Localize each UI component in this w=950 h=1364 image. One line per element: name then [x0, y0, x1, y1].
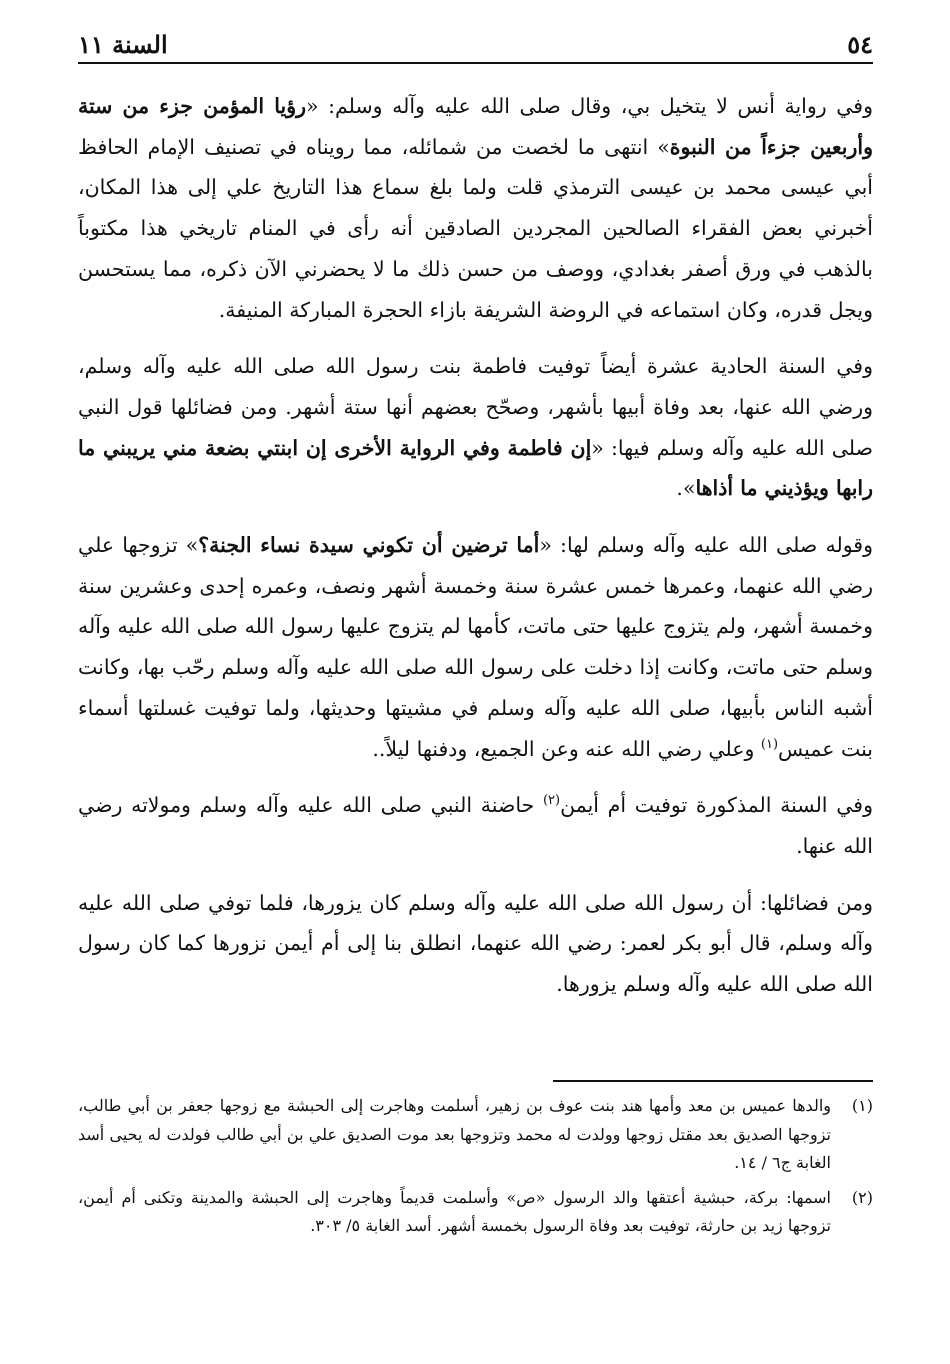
page-number: ٥٤	[847, 29, 873, 59]
footnote-rule	[553, 1080, 873, 1082]
footnote-number: (١)	[851, 1096, 873, 1115]
section-title: السنة ١١	[78, 29, 168, 59]
text-run: ومن فضائلها: أن رسول الله صلى الله عليه وآله وسلم كان يزورها، فلما توفي صلى الله عليه وآله وسلم، قال أبو بكر لعمر: رضي الله عنهما، انطلق بنا إلى أم أيمن نزورها كما كان رسول الله صلى الله عليه وآله وسلم يزورها.	[78, 890, 873, 997]
hadith-quote: إن فاطمة وفي الرواية الأخرى إن ابنتي بضعة مني يريبني ما رابها ويؤذيني ما أذاها	[78, 435, 873, 501]
footnote-ref[interactable]: (١)	[760, 736, 779, 752]
text-run: » انتهى ما لخصت من شمائله، مما رويناه في تصنيف الإمام الحافظ أبي عيسى محمد بن عيسى الترمذي قلت ولما بلغ سماع هذا التاريخ علي إلى هذا المكان، أخبرني بعض الفقراء الصالحين المجردين الصادقين أنه رأى في المنام تاريخي هذا مكتوباً بالذهب في ورق أصفر بغدادي، ووصف من حسن ذلك ما لا يحضرني الآن ذكره، مما يستحسن ويجل قدره، وكان استماعه في الروضة الشريفة بازاء الحجرة المباركة المنيفة.	[78, 134, 873, 322]
footnote-ref[interactable]: (٢)	[542, 793, 561, 809]
text-run: وقوله صلى الله عليه وآله وسلم لها: «	[539, 533, 873, 558]
footnote	[78, 1184, 873, 1241]
text-run: » تزوجها علي رضي الله عنهما، وعمرها خمس عشرة سنة وخمسة أشهر ونصف، وعمره إحدى وعشرين سنة وخمسة أشهر، ولم يتزوج عليها حتى ماتت، كأمها لم يتزوج عليها رسول الله صلى الله عليه وآله وسلم حتى ماتت، وكانت إذا دخلت على رسول الله صلى الله عليه وآله وسلم رحّب بها، وكانت أشبه الناس بأبيها، صلى الله عليه وآله وسلم في مشيتها وحديثها، ولما توفيت غسلتها أسماء بنت عميس	[78, 533, 873, 761]
footnote-text: والدها عميس بن معد وأمها هند بنت عوف بن زهير، أسلمت وهاجرت إلى الحبشة مع زوجها جعفر بن أبي طالب، تزوجها الصديق بعد مقتل زوجها وولدت له محمد وتزوجها بعد موت الصديق علي بن أبي طالب فولدت له يحيى أسد الغابة ج٦ / ١٤.	[78, 1096, 832, 1172]
hadith-quote: رؤيا المؤمن جزء من ستة وأربعين جزءاً من النبوة	[78, 94, 874, 159]
paragraph	[78, 883, 873, 1005]
page	[78, 0, 873, 1364]
paragraph	[78, 525, 873, 769]
text-run: حاضنة النبي صلى الله عليه وآله وسلم ومولاته رضي الله عنها.	[78, 793, 873, 858]
text-run: وفي السنة الحادية عشرة أيضاً توفيت فاطمة بنت رسول الله صلى الله عليه وآله وسلم، ورضي الله عنها، بعد وفاة أبيها بأشهر، وصحّح بعضهم أنها ستة أشهر. ومن فضائلها قول النبي صلى الله عليه وآله وسلم فيها: «	[78, 354, 873, 460]
paragraph	[78, 785, 873, 866]
text-run: وفي السنة المذكورة توفيت أم أيمن	[560, 793, 873, 818]
paragraph	[78, 346, 873, 509]
footnote-number: (٢)	[851, 1187, 873, 1207]
footnotes	[78, 1092, 873, 1247]
text-run: وعلي رضي الله عنه وعن الجميع، ودفنها ليلاً..	[372, 736, 761, 761]
running-head	[78, 28, 873, 60]
paragraph	[78, 86, 873, 330]
footnote	[78, 1092, 873, 1178]
main-text	[78, 86, 873, 1005]
text-run: ».	[676, 476, 696, 501]
hadith-quote: أما ترضين أن تكوني سيدة نساء الجنة؟	[198, 533, 540, 558]
header-rule	[78, 62, 873, 64]
footnote-text: اسمها: بركة، حبشية أعتقها والد الرسول «ص» وأسلمت قديماً وهاجرت إلى الحبشة والمدينة وتكنى أم أيمن، تزوجها زيد بن حارثة، توفيت بعد وفاة الرسول بخمسة أشهر. أسد الغابة ٥/ ٣٠٣.	[78, 1187, 832, 1235]
text-run: وفي رواية أنس لا يتخيل بي، وقال صلى الله عليه وآله وسلم: «	[306, 94, 873, 118]
